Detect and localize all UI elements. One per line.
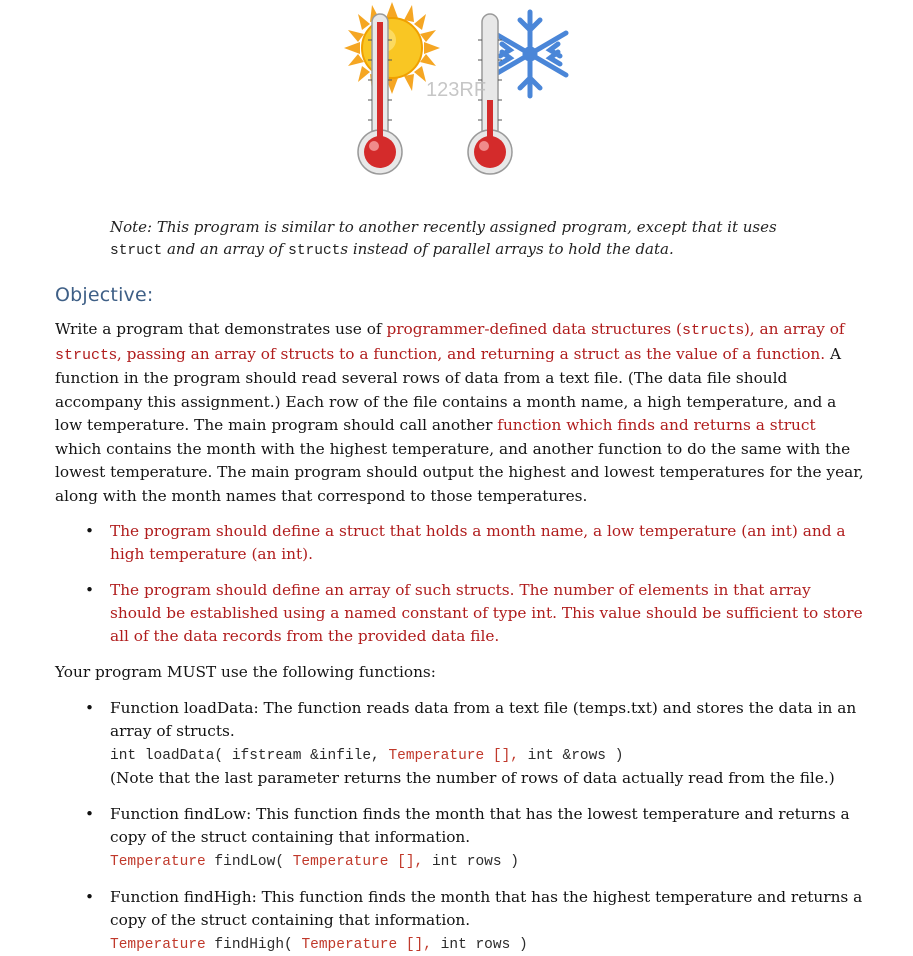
bullet-icon: •	[85, 888, 95, 906]
watermark: 123RF	[426, 79, 487, 101]
note-paragraph	[110, 216, 850, 262]
code-type: Temperature [],	[301, 937, 432, 953]
code-type: Temperature	[110, 937, 206, 953]
code-type: Temperature	[110, 854, 206, 870]
code-type: Temperature [],	[388, 748, 519, 764]
requirement-text: The program should define an array of such structs. The number of elements in that array should be established using a named constant of type int. This value should be sufficient to store all of the data records from the provided data file.	[110, 581, 863, 645]
objective-paragraph	[55, 318, 865, 508]
note-line-1: Note: This program is similar to another recently assigned program, except that it uses	[110, 218, 777, 236]
objective-text: Write a program that demonstrates use of	[55, 320, 387, 338]
code-text: int &rows )	[518, 748, 624, 764]
code-text: int loadData( ifstream &infile,	[110, 748, 389, 764]
function-signature	[110, 937, 528, 953]
functions-list	[55, 697, 865, 956]
code-type: Temperature [],	[292, 854, 424, 870]
list-item	[55, 579, 865, 648]
function-description: Function findLow: This function finds the month that has the lowest temperature and returns a copy of the struct containing that information.	[110, 805, 850, 846]
function-description: Function loadData: The function reads data from a text file (temps.txt) and stores the data in an array of structs.	[110, 699, 857, 740]
list-item	[55, 697, 865, 790]
function-description: Function findHigh: This function finds the month that has the highest temperature and returns a copy of the struct containing that information.	[110, 888, 863, 929]
objective-code: struct	[55, 346, 110, 364]
objective-highlight: function which finds and returns a struct	[497, 416, 816, 434]
note-code-struct: struct	[110, 243, 163, 259]
bullet-icon: •	[85, 699, 95, 717]
requirement-text: The program should define a struct that holds a month name, a low temperature (an int) and a high temperature (an int).	[110, 522, 846, 563]
function-signature	[110, 854, 519, 870]
bullet-icon: •	[85, 805, 95, 823]
thermometers-illustration	[330, 0, 580, 185]
note-text: and an array of	[162, 240, 289, 258]
code-text: findHigh(	[205, 937, 302, 953]
note-text: s instead of parallel arrays to hold the data.	[340, 240, 674, 258]
objective-highlight: s, passing an array of structs to a function, and returning a struct as the value of a function.	[109, 344, 826, 363]
functions-intro: Your program MUST use the following functions:	[55, 663, 436, 681]
note-code-struct: struct	[288, 243, 341, 259]
objective-highlight: s), an array of	[735, 320, 845, 338]
code-text: int rows )	[431, 937, 528, 953]
list-item	[55, 803, 865, 873]
bullet-icon: •	[85, 581, 95, 599]
bullet-icon: •	[85, 522, 95, 540]
objective-text: A function in the program should read several rows of data from a text file. (The data file should accompany this assignment.) Each row of the file contains a month name, a high temperature, and a low temperature. The main program should call another	[55, 344, 842, 434]
list-item	[55, 520, 865, 566]
objective-code: struct	[681, 322, 736, 339]
list-item	[55, 886, 865, 956]
requirements-list	[55, 520, 865, 648]
function-note: (Note that the last parameter returns the number of rows of data actually read from the file.)	[110, 769, 835, 787]
code-text: int rows )	[423, 854, 519, 870]
function-signature	[110, 748, 623, 764]
objective-highlight: programmer-defined data structures (	[386, 320, 682, 338]
snowflake-icon	[494, 12, 566, 96]
code-text: findLow(	[205, 854, 293, 870]
objective-heading: Objective:	[55, 284, 154, 306]
objective-text: which contains the month with the highest temperature, and another function to do the same with the lowest temperature. The main program should output the highest and lowest temperatures for the year, along with the month names that correspond to those temperatures.	[55, 439, 864, 505]
